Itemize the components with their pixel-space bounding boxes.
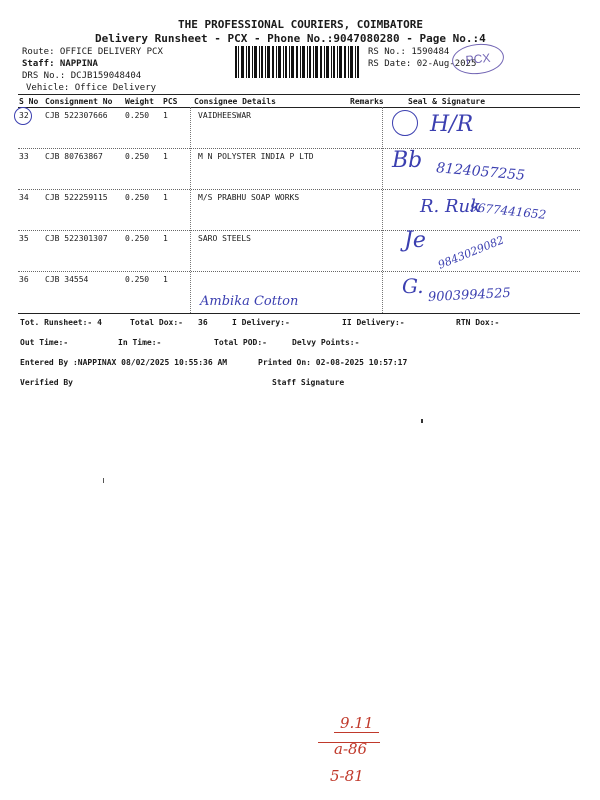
total-dox-value: 36 bbox=[198, 318, 208, 327]
row-divider bbox=[18, 271, 580, 272]
seal-divider bbox=[382, 107, 383, 313]
drs-number: DRS No.: DCJB159048404 bbox=[22, 71, 142, 81]
signature-circle bbox=[392, 110, 418, 136]
rs-number: RS No.: 1590484 bbox=[368, 47, 450, 57]
out-time: Out Time:- bbox=[20, 338, 69, 347]
row-sno: 36 bbox=[19, 275, 29, 284]
col-weight: Weight bbox=[125, 97, 154, 106]
col-consignment: Consignment No bbox=[45, 97, 113, 106]
row-consignment: CJB 522259115 bbox=[45, 193, 108, 202]
margin-note: a-86 bbox=[334, 740, 368, 758]
col-sno: S No bbox=[19, 97, 39, 106]
delvy-points: Delvy Points:- bbox=[292, 338, 360, 347]
company-name: THE PROFESSIONAL COURIERS, COIMBATORE bbox=[178, 18, 424, 31]
row-weight: 0.250 bbox=[125, 111, 150, 120]
row-consignment: CJB 34554 bbox=[45, 275, 89, 284]
staff-signature: Staff Signature bbox=[272, 378, 345, 387]
rtn-dox: RTN Dox:- bbox=[456, 318, 500, 327]
table-top-rule bbox=[18, 94, 580, 95]
row-divider bbox=[18, 189, 580, 190]
pcx-stamp: PCX bbox=[451, 41, 506, 76]
col-seal: Seal & Signature bbox=[408, 97, 486, 106]
row-weight: 0.250 bbox=[125, 275, 150, 284]
margin-note: 9.11 bbox=[334, 714, 379, 733]
row-weight: 0.250 bbox=[125, 234, 150, 243]
entered-by: Entered By :NAPPINAX 08/02/2025 10:55:36 AM bbox=[20, 358, 228, 367]
route-label: Route: OFFICE DELIVERY PCX bbox=[22, 47, 163, 57]
col-remarks: Remarks bbox=[350, 97, 384, 106]
total-runsheet: Tot. Runsheet:- 4 bbox=[20, 318, 102, 327]
row-signature: G. bbox=[402, 274, 424, 298]
row-phone: 9003994525 bbox=[427, 285, 512, 306]
row-sno: 35 bbox=[19, 234, 29, 243]
row-phone: 8124057255 bbox=[435, 160, 526, 184]
col-pcs: PCS bbox=[163, 97, 178, 106]
staff-label: Staff: NAPPINA bbox=[22, 59, 98, 69]
row-sno: 32 bbox=[19, 111, 29, 120]
row-sno: 33 bbox=[19, 152, 29, 161]
consignee-divider bbox=[190, 107, 191, 313]
table-header-rule bbox=[18, 107, 580, 108]
row-phone: 9677441652 bbox=[469, 200, 547, 222]
row-pcs: 1 bbox=[163, 234, 168, 243]
stray-mark bbox=[103, 478, 104, 483]
row-consignment: CJB 80763867 bbox=[45, 152, 103, 161]
rs-date: RS Date: 02-Aug-2025 bbox=[368, 59, 477, 69]
row-pcs: 1 bbox=[163, 275, 168, 284]
printed-on: Printed On: 02-08-2025 10:57:17 bbox=[258, 358, 408, 367]
row-pcs: 1 bbox=[163, 111, 168, 120]
barcode-image bbox=[235, 46, 360, 78]
row-consignee: VAIDHEESWAR bbox=[198, 111, 251, 120]
row-signature: Je bbox=[404, 228, 426, 253]
row-weight: 0.250 bbox=[125, 193, 150, 202]
col-consignee: Consignee Details bbox=[194, 97, 276, 106]
row-signature: Bb bbox=[392, 148, 423, 173]
row-consignment: CJB 522307666 bbox=[45, 111, 108, 120]
row-weight: 0.250 bbox=[125, 152, 150, 161]
row-divider bbox=[18, 148, 580, 149]
row-signature: H/R bbox=[430, 112, 474, 137]
row-phone: 9843029082 bbox=[436, 233, 506, 272]
in-time: In Time:- bbox=[118, 338, 162, 347]
total-pod: Total POD:- bbox=[214, 338, 267, 347]
verified-by: Verified By bbox=[20, 378, 73, 387]
row-consignee: M/S PRABHU SOAP WORKS bbox=[198, 193, 300, 202]
vehicle-label: Vehicle: Office Delivery bbox=[26, 83, 157, 93]
row-handwritten-consignee: Ambika Cotton bbox=[200, 294, 299, 309]
table-bottom-rule bbox=[18, 313, 580, 314]
total-dox-label: Total Dox:- bbox=[130, 318, 183, 327]
row-consignee: SARO STEELS bbox=[198, 234, 251, 243]
row-pcs: 1 bbox=[163, 152, 168, 161]
row-divider bbox=[18, 230, 580, 231]
row-consignment: CJB 522301307 bbox=[45, 234, 108, 243]
stray-mark bbox=[421, 419, 423, 423]
margin-note: 5-81 bbox=[330, 767, 364, 785]
row-signature: R. Ruk bbox=[420, 196, 482, 217]
row-pcs: 1 bbox=[163, 193, 168, 202]
row-sno: 34 bbox=[19, 193, 29, 202]
i-delivery: I Delivery:- bbox=[232, 318, 290, 327]
row-consignee: M N POLYSTER INDIA P LTD bbox=[198, 152, 314, 161]
runsheet-subtitle: Delivery Runsheet - PCX - Phone No.:9047080280 - Page No.:4 bbox=[95, 32, 486, 45]
ii-delivery: II Delivery:- bbox=[342, 318, 405, 327]
